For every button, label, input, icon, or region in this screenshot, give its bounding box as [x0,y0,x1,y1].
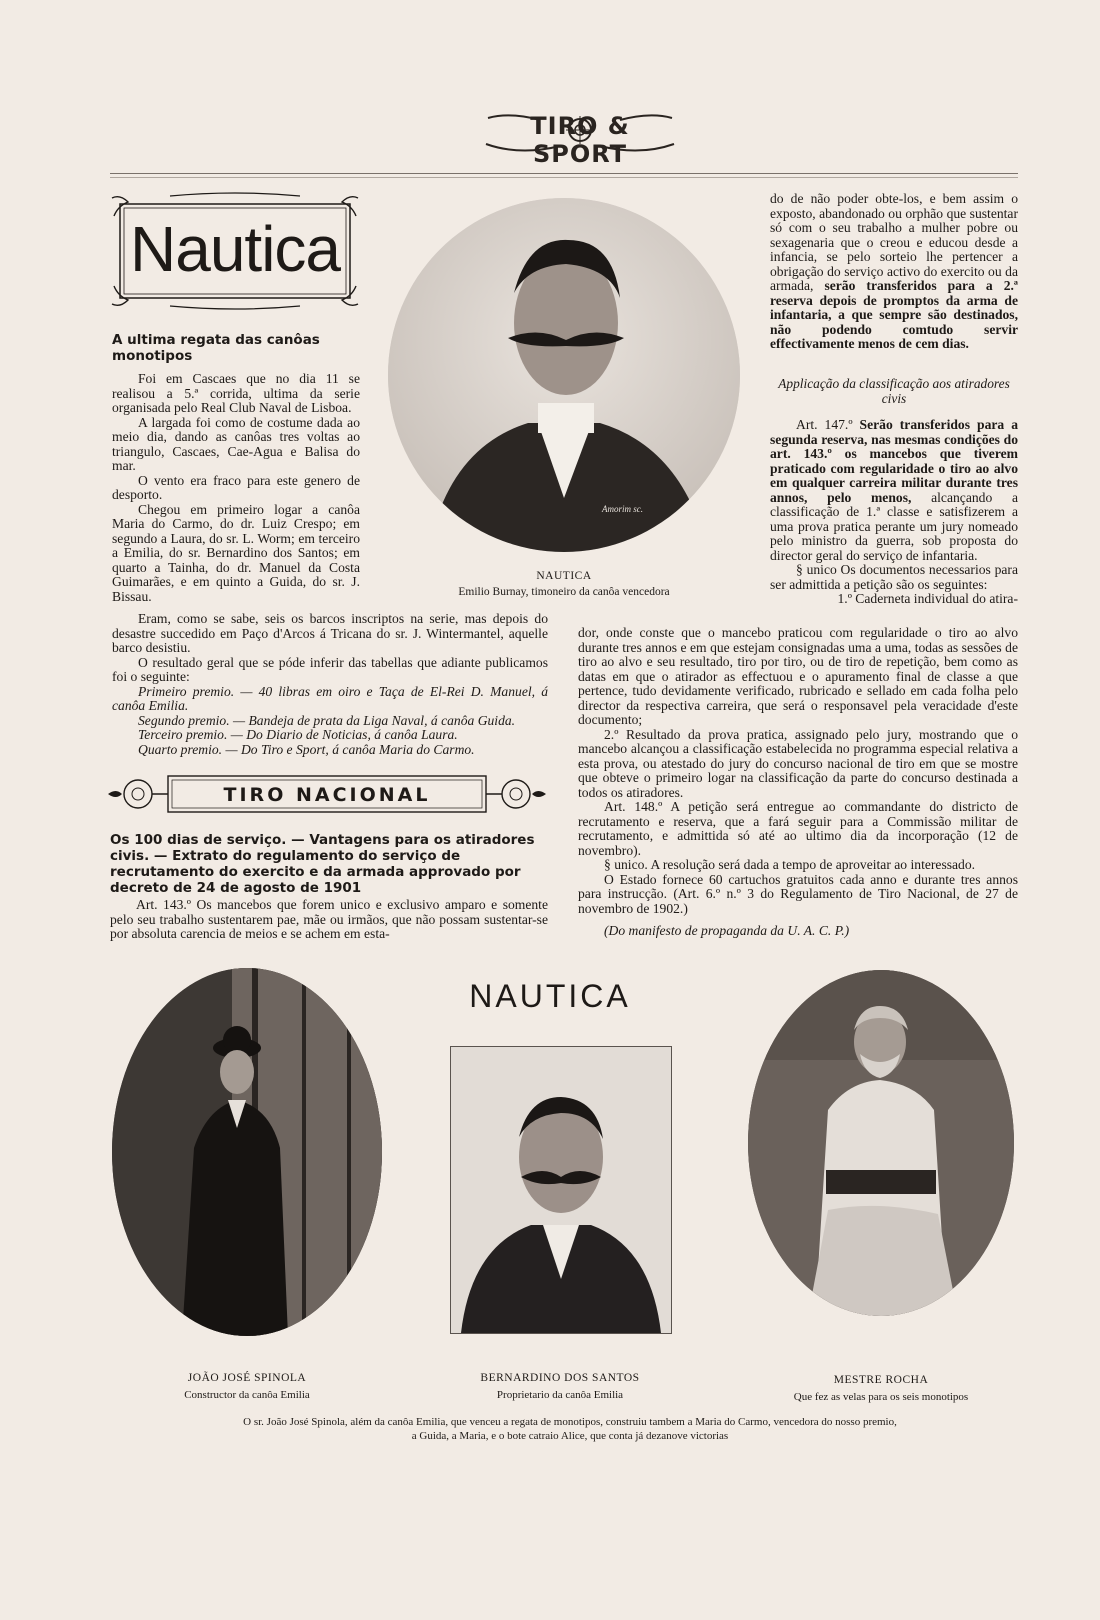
art147-rest: alcançando a classificação de 1.ª classe e satisfizerem a uma prova pratica perante um jury nomeado pelo ministro da guerra, sob proposta do director geral do serviço de infantaria. [770,489,1018,563]
caption-role-spinola: Constructor da canôa Emilia [184,1389,310,1401]
nautica-para: A largada foi como de costume dada ao meio dia, dando as canôas tres voltas ao triangulo, Cascaes, Cae-Agua e Balisa do mar. [112,414,360,473]
nautica-body-wide [112,612,548,757]
tiro-nacional-banner [108,772,546,816]
portrait-mestre-rocha [748,970,1014,1316]
header-rule-thin [110,177,1018,178]
caption-role-bernardino: Proprietario da canôa Emilia [496,1389,624,1401]
prize-first: Primeiro premio. — 40 libras em oiro e Taça de El-Rei D. Manuel, á canôa Emilia. [112,683,548,713]
footer-caption [140,1415,1000,1443]
unico-documents: § unico Os documentos necessarios para ser admittida a petição são os seguintes: [770,562,1018,592]
tiro-heading: Os 100 dias de serviço. — Vantagens para os atiradores civis. — Extrato do regulamento do serviço de recrutamento do exercito e da armada approvado por decreto de 24 de agosto de 1901 [110,832,535,896]
portrait-figure-icon [451,1047,671,1333]
art-143: Art. 143.º Os mancebos que forem unico e exclusivo amparo e somente pelo seu trabalho sustentarem pae, mãe ou irmãos, que não possam sustentar-se por absoluta carencia de meios e se achem em esta- [110,897,548,941]
masthead-title: TIRO & SPORT [530,112,630,168]
caption-name-rocha: MESTRE ROCHA [833,1374,929,1386]
portrait-main-caption: Emilio Burnay, timoneiro da canôa vencedora [458,586,670,598]
caption-name-spinola: JOÃO JOSÉ SPINOLA [187,1372,307,1384]
art147-lead: Art. 147.º [796,417,853,432]
unico-2: § unico. A resolução será dada a tempo de aproveitar ao interessado. [604,857,976,872]
tiro-subheading: Applicação da classificação aos atiradores civis [778,376,1010,406]
portrait-emilio-burnay [388,198,740,552]
portrait-figure-icon [112,968,382,1336]
portrait-bernardino-dos-santos [450,1046,672,1334]
caderneta-start: 1.º Caderneta individual do atira- [837,591,1018,606]
prize-third: Terceiro premio. — Do Diario de Noticias, á canôa Laura. [138,727,458,742]
caption-name-bernardino: BERNARDINO DOS SANTOS [480,1372,640,1384]
engraver-signature: Amorim sc. [602,504,643,514]
nautica-body-narrow [112,372,360,604]
tiro-col3-mid [770,418,1018,607]
nautica-para: Eram, como se sabe, seis os barcos inscriptos na serie, mas depois do desastre succedido em Paço d'Arcos á Tricana do sr. J. Wintermantel, aquelle barco desistiu. [112,611,548,655]
col3-bold-text: serão transferidos para a 2.ª reserva depois de promptos da arma de infantaria, a que sempre são destinados, não podendo comtudo servir effectivamente menos de cem dias. [770,278,1018,351]
prize-fourth: Quarto premio. — Do Tiro e Sport, á canôa Maria do Carmo. [138,741,475,757]
nautica-para: Chegou em primeiro logar a canôa Maria do Carmo, do dr. Luiz Crespo; em segundo a Laura, do sr. L. Worm; em terceiro a Emilia, do sr. Bernardino dos Santos; em quarto a Tainha, do dr. Manuel da Costa Guimarães, e em quinto a Guida, do sr. J. Bissau. [112,501,360,604]
footer-line-1: O sr. João José Spinola, além da canôa Emilia, que venceu a regata de monotipos, construiu tambem a Maria do Carmo, vencedora do nosso premio, [243,1416,897,1428]
nautica-bottom-title: NAUTICA [469,978,631,1014]
source-note: (Do manifesto de propaganda da U. A. C. P.) [604,923,850,938]
nautica-para: O vento era fraco para este genero de desporto. [112,472,360,502]
nautica-title-frame [110,192,360,310]
portrait-figure-icon [748,970,1014,1316]
caption-role-rocha: Que fez as velas para os seis monotipos [793,1391,969,1403]
art-148: Art. 148.º A petição será entregue ao commandante do districto de recrutamento e reserva, que a fará seguir para a Commissão militar de recrutamento, e admittida só até ao ultimo dia da incorporação (12 de novembro). [578,799,1018,858]
footer-line-2: a Guida, a Maria, e o bote catraio Alice, que conta já dezanove victorias [411,1430,729,1442]
nautica-para: Foi em Cascaes que no dia 11 se realisou a 5.ª corrida, ultima da serie organisada pelo Real Club Naval de Lisboa. [112,371,360,415]
estado-cartuchos: O Estado fornece 60 cartuchos gratuitos cada anno e durante tres annos para instrucção. (Art. 6.º n.º 3 do Regulamento de Tiro Nacional, de 27 de novembro de 1902.) [578,871,1018,916]
portrait-joao-jose-spinola [112,968,382,1336]
nautica-para: O resultado geral que se póde inferir das tabellas que adiante publicamos foi o seguinte: [112,654,548,684]
masthead-logo [480,108,680,168]
prize-second: Segundo premio. — Bandeja de prata da Liga Naval, á canôa Guida. [138,712,516,728]
portrait-main-title: NAUTICA [536,570,592,582]
portrait-figure-icon [388,198,740,552]
section-title-nautica: Nautica [130,213,340,285]
col3-plain-text: do de não poder obte-los, e bem assim o exposto, abandonado ou orphão que sustentar só com o seu trabalho a mulher pobre ou sexagenaria que o creou e educou desde a infancia, se pelo sorteio lhe pertencer a obrigação do serviço activo do exercito ou da armada, [770,191,1018,293]
item-2: 2.º Resultado da prova pratica, assignado pelo jury, mostrando que o mancebo alcançou a classificação estabelecida no programma especial relativa a esta prova, ou atestado do jury do concurso nacional de tiro em que se mostre que obteve o primeiro logar na classificação da parte do concurso destinada a todos os atiradores. [578,726,1018,800]
caderneta-rest: dor, onde conste que o mancebo praticou com regularidade o tiro ao alvo durante tres annos e em que estejam consignadas uma a uma, todas as sessões de tiro ao alvo e seu resultado, tiro por tiro, ou de tiro de repetição, bem como as datas em que o atirador as effectuou e o apuramento final de classe a que pertence, tudo devidamente verificado, rubricado e sellado em cada folha pelo director da respectiva carreira, que será o responsavel pela veracidade d'este documento; [578,625,1018,727]
tiro-col3-top [770,192,1018,352]
tiro-nacional-title: TIRO NACIONAL [223,784,431,806]
art147-bold: Serão transferidos para a segunda reserva, nas mesmas condições do art. 143.º os mancebos que tiverem praticado com regularidade o tiro ao alvo em qualquer carreira militar durante tres annos, pelo menos, [770,417,1018,505]
tiro-art-143 [110,898,548,942]
header-rule [110,173,1018,174]
nautica-heading: A ultima regata das canôas monotipos [112,332,320,364]
tiro-col-right-wide [578,626,1018,939]
